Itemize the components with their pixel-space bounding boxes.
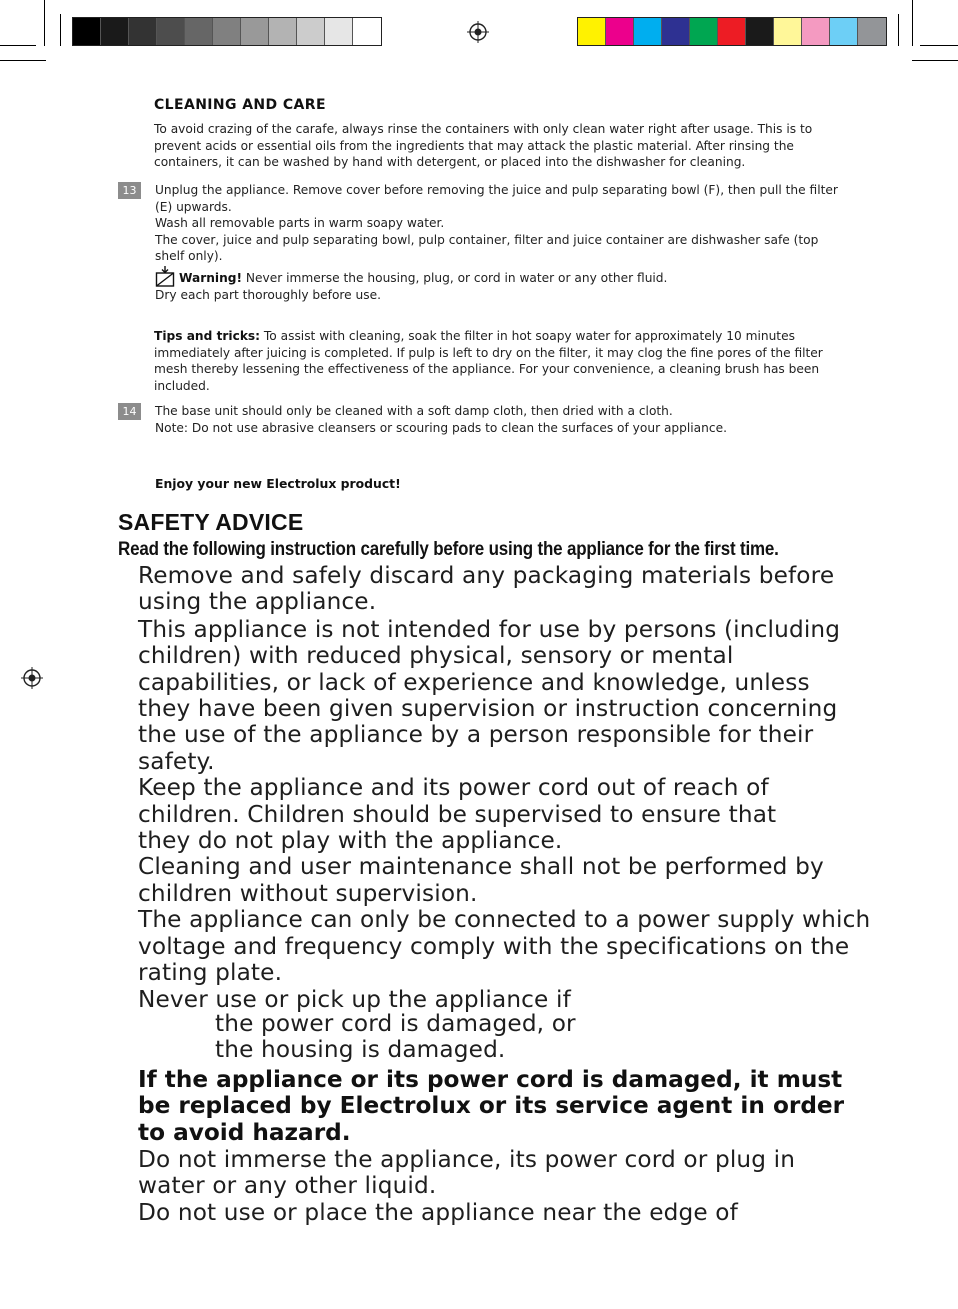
safety-item: The appliance can only be connected to a power supply which voltage and frequency comply with the specifications on the rating plate. bbox=[138, 906, 871, 987]
step-13-line: Wash all removable parts in warm soapy water. bbox=[155, 216, 445, 231]
dry-instruction: Dry each part thoroughly before use. bbox=[155, 287, 381, 302]
gray-color-bar bbox=[72, 17, 382, 46]
color-swatch bbox=[606, 18, 634, 45]
safety-item: This appliance is not intended for use by persons (including children) with reduced physical, sensory or mental capabilities, or lack of experience and knowledge, unless they have been given supervision or instruction concerning the use of the appliance by a person responsible for their safety. bbox=[138, 615, 841, 775]
safety-item: Never use or pick up the appliance if bbox=[138, 985, 571, 1013]
warning-note bbox=[155, 265, 840, 287]
color-swatch bbox=[185, 18, 213, 45]
color-swatch bbox=[774, 18, 802, 45]
color-swatch bbox=[101, 18, 129, 45]
safety-item: Do not use or place the appliance near the edge of bbox=[138, 1198, 738, 1226]
safety-item: Do not immerse the appliance, its power cord or plug in water or any other liquid. bbox=[138, 1145, 796, 1200]
registration-mark-icon bbox=[21, 667, 43, 689]
safety-item: Remove and safely discard any packaging materials before using the appliance. bbox=[138, 562, 835, 616]
step-14-note: Note: Do not use abrasive cleansers or scouring pads to clean the surfaces of your appliance. bbox=[155, 420, 727, 435]
step-13 bbox=[155, 182, 840, 304]
safety-subitem: the housing is damaged. bbox=[215, 1036, 506, 1064]
color-swatch bbox=[858, 18, 886, 45]
tips-text: To assist with cleaning, soak the filter in hot soapy water for approximately 10 minutes immediately after juicing is completed. If pulp is left to dry on the filter, it may clog the fine pores of the filter mesh thereby lessening the effectiveness of the appliance. For your convenience, a cleaning brush has been included. bbox=[154, 329, 823, 393]
color-swatch bbox=[634, 18, 662, 45]
tips-and-tricks bbox=[154, 328, 842, 394]
tips-label: Tips and tricks: bbox=[154, 329, 261, 343]
color-swatch bbox=[746, 18, 774, 45]
step-13-line: Unplug the appliance. Remove cover before removing the juice and pulp separating bowl (F), then pull the filter (E) upwards. bbox=[155, 183, 838, 214]
color-swatch bbox=[241, 18, 269, 45]
step-14-line: The base unit should only be cleaned with a soft damp cloth, then dried with a cloth. bbox=[155, 404, 673, 418]
cleaning-intro: To avoid crazing of the carafe, always rinse the containers with only clean water right after usage. This is to prevent acids or essential oils from the ingredients that may attack the plastic material. After rinsing the containers, it can be washed by hand with detergent, or placed into the dishwasher for cleaning. bbox=[154, 122, 813, 170]
registration-mark-icon bbox=[467, 21, 489, 43]
color-swatch bbox=[157, 18, 185, 45]
color-swatch bbox=[213, 18, 241, 45]
color-swatch bbox=[802, 18, 830, 45]
process-color-bar bbox=[577, 17, 887, 46]
safety-item-emphasis: If the appliance or its power cord is damaged, it must be replaced by Electrolux or its service agent in order to avoid hazard. bbox=[138, 1065, 845, 1146]
color-swatch bbox=[129, 18, 157, 45]
color-swatch bbox=[578, 18, 606, 45]
closing-message: Enjoy your new Electrolux product! bbox=[155, 476, 401, 491]
safety-item: Cleaning and user maintenance shall not be performed by children without supervision. bbox=[138, 853, 824, 907]
color-swatch bbox=[353, 18, 381, 45]
step-number-badge: 13 bbox=[118, 182, 141, 199]
section-title: CLEANING AND CARE bbox=[154, 97, 326, 113]
warning-text: Never immerse the housing, plug, or cord in water or any other fluid. bbox=[242, 271, 668, 286]
color-swatch bbox=[297, 18, 325, 45]
color-swatch bbox=[830, 18, 858, 45]
step-14 bbox=[155, 403, 845, 436]
safety-list bbox=[138, 563, 878, 1226]
color-swatch bbox=[73, 18, 101, 45]
safety-subitem: the power cord is damaged, or bbox=[215, 1009, 576, 1037]
color-swatch bbox=[662, 18, 690, 45]
color-swatch bbox=[269, 18, 297, 45]
color-swatch bbox=[690, 18, 718, 45]
color-swatch bbox=[718, 18, 746, 45]
warning-label: Warning! bbox=[179, 271, 243, 286]
safety-item: Keep the appliance and its power cord out of reach of children. Children should be supervised to ensure that they do not play with the appliance. bbox=[138, 774, 777, 855]
step-number-badge: 14 bbox=[118, 403, 141, 420]
safety-title: SAFETY ADVICE bbox=[118, 509, 304, 535]
step-13-line: The cover, juice and pulp separating bowl, pulp container, filter and juice container are dishwasher safe (top shelf only). bbox=[155, 232, 819, 264]
no-immerse-warning-icon bbox=[155, 265, 175, 287]
safety-subtitle: Read the following instruction carefully before using the appliance for the first time. bbox=[118, 538, 779, 560]
color-swatch bbox=[325, 18, 353, 45]
